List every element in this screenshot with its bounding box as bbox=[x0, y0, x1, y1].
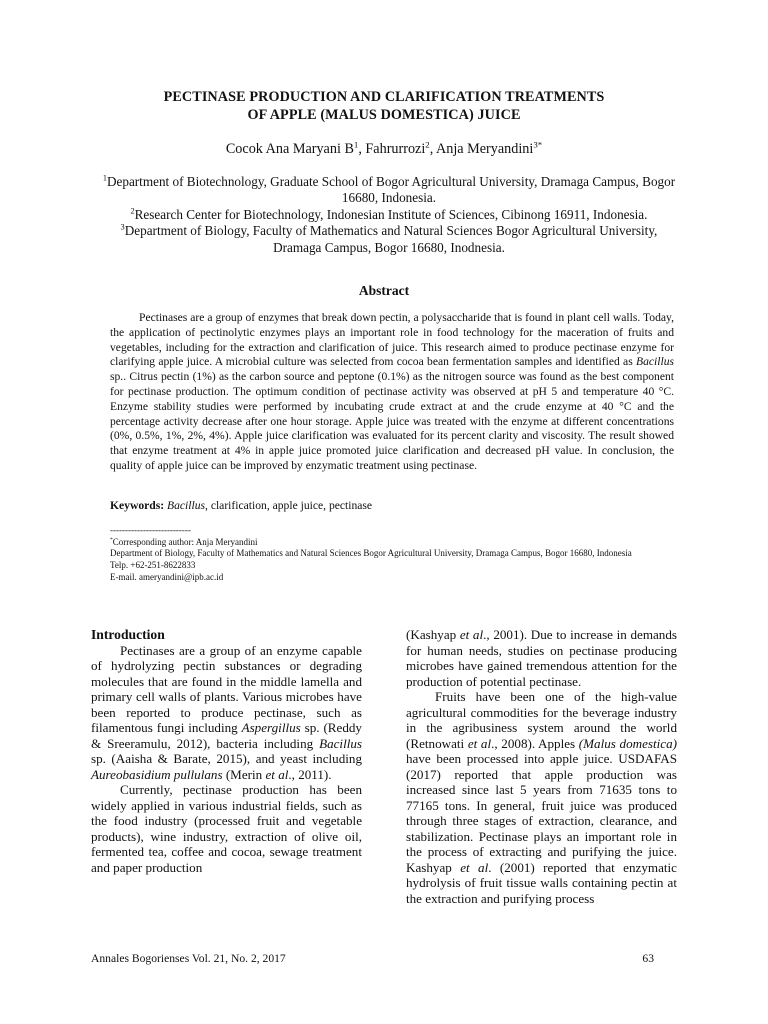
paragraph bbox=[406, 627, 677, 689]
footnote-rule: --------------------------- bbox=[110, 525, 191, 535]
author-affil-mark: 1 bbox=[353, 139, 359, 150]
abstract-heading: Abstract bbox=[358, 283, 410, 298]
author-affil-mark: 3* bbox=[533, 139, 543, 150]
text-run: Fruits have been one of the high-value agricultural commodities for the beverage industry in the agribusiness system around the world (Retnowati bbox=[406, 689, 677, 751]
italic-run: (Malus domestica) bbox=[578, 735, 677, 751]
section-heading-introduction: Introduction bbox=[91, 627, 165, 642]
paragraph: Currently, pectinase production has been widely applied in various industrial fields, such as the food industry (processed fruit and vegetable products), wine industry, extraction of olive oil, fermented tea, coffee and cocoa, sewage treatment and paper production bbox=[91, 782, 362, 875]
keywords-label: Keywords: bbox=[110, 499, 165, 512]
affiliation-text: Research Center for Biotechnology, Indonesian Institute of Sciences, Cibinong 16911, Indonesia. bbox=[134, 206, 648, 222]
text-run: sp. (Reddy & Sreeramulu, 2012), bacteria including bbox=[91, 720, 362, 751]
italic-run: Aureobasidium pullulans bbox=[91, 766, 223, 782]
abstract-text bbox=[110, 311, 674, 474]
keywords-list: , clarification, apple juice, pectinase bbox=[205, 499, 373, 512]
title-line-1: PECTINASE PRODUCTION AND CLARIFICATION TREATMENTS bbox=[163, 89, 605, 105]
affil-mark: 3 bbox=[120, 222, 125, 232]
text-run: ., 2001). Due to increase in demands for human needs, studies on pectinase producing microbes have gained tremendous attention for the production of potential pectinase. bbox=[406, 627, 677, 689]
affiliation-text: Department of Biotechnology, Graduate School of Bogor Agricultural University, Dramaga Campus, Bogor 16680, Indonesia. bbox=[106, 174, 676, 206]
text-run: (Merin bbox=[222, 766, 266, 782]
text-run: ., 2011). bbox=[288, 766, 332, 782]
corresponding-footnote bbox=[110, 525, 690, 584]
affiliation-1 bbox=[100, 174, 678, 207]
author-separator: , bbox=[358, 141, 366, 157]
body-column-right bbox=[406, 627, 677, 906]
paragraph bbox=[406, 689, 677, 906]
affiliation-2 bbox=[100, 207, 678, 223]
text-run: (Kashyap bbox=[406, 627, 460, 642]
footnote-phone: Telp. +62-251-8622833 bbox=[110, 560, 196, 571]
page-footer bbox=[91, 952, 654, 965]
journal-citation: Annales Bogorienses Vol. 21, No. 2, 2017 bbox=[91, 952, 286, 965]
abstract-run: sp.. Citrus pectin (1%) as the carbon source and peptone (0.1%) as the nitrogen source was found as the best component for pectinase production. The optimum condition of pectinase activity was observed at pH 5 and temperature 40 °C. Enzyme stability studies were performed by incubating crude extract at and the crude enzyme at 40 °C and the percentage activity decrease after one hour storage. Apple juice was treated with the enzyme at different concentrations (0%, 0.5%, 1%, 2%, 4%). Apple juice clarification was evaluated for its percent clarity and viscosity. The result showed that enzyme treatment at 4% in apple juice promoted juice clarification and decreased pH value. In conclusion, the quality of apple juice can be improved by enzymatic treatment using pectinase. bbox=[110, 370, 674, 472]
page-number: 63 bbox=[642, 952, 654, 965]
affiliation-text: Department of Biology, Faculty of Mathematics and Natural Sciences Bogor Agricultural University, Dramaga Campus, Bogor 16680, Inodnesia. bbox=[124, 223, 658, 255]
body-column-left bbox=[91, 627, 362, 875]
author-name: Anja Meryandini bbox=[436, 141, 534, 157]
footnote-corresponding bbox=[110, 537, 690, 549]
author-name: Cocok Ana Maryani B bbox=[225, 141, 354, 157]
italic-run: Bacillus bbox=[319, 735, 362, 751]
footnote-email: E-mail. ameryandini@ipb.ac.id bbox=[110, 571, 224, 582]
italic-run: et al bbox=[460, 859, 489, 875]
author-name: Fahrurrozi bbox=[365, 141, 426, 157]
text-run: ., 2008). Apples bbox=[491, 735, 579, 751]
affiliations bbox=[100, 174, 678, 256]
text-run: sp. (Aaisha & Barate, 2015), and yeast including bbox=[91, 751, 362, 766]
keyword-italic: Bacillus bbox=[167, 499, 206, 512]
footnote-text: Corresponding author: Anja Meryandini bbox=[112, 536, 258, 547]
abstract-run: Pectinases are a group of enzymes that break down pectin, a polysaccharide that is found in plant cell walls. Today, the application of pectinolytic enzymes plays an important role in food technology for the maceration of fruits and vegetables, including for the extraction and clarification of juice. This research aimed to produce pectinase enzyme for clarifying apple juice. A microbial culture was selected from cocoa bean fermentation samples and identified as bbox=[110, 311, 674, 369]
italic-run: Aspergillus bbox=[241, 720, 301, 735]
keywords bbox=[110, 499, 674, 513]
paragraph bbox=[91, 643, 362, 783]
affil-mark: 1 bbox=[102, 173, 107, 183]
text-run: . (2001) reported that enzymatic hydrolysis of fruit tissue walls containing pectin at the extraction and purifying process bbox=[406, 859, 677, 906]
text-run: Pectinases are a group of an enzyme capable of hydrolyzing pectin substances or degrading molecules that are found in the middle lamella and primary cell walls of plants. Various microbes have been reported to produce pectinase, such as filamentous fungi including bbox=[91, 642, 362, 735]
italic-run: et al bbox=[459, 627, 484, 642]
affil-mark: 2 bbox=[130, 206, 135, 216]
author-list bbox=[0, 140, 768, 158]
author-separator: , bbox=[429, 141, 437, 157]
affiliation-3 bbox=[100, 223, 678, 256]
italic-run: et al bbox=[265, 766, 289, 782]
text-run: have been processed into apple juice. USDAFAS (2017) reported that apple production was increased since last 5 years from 71635 tons to 77165 tons. In general, fruit juice was produced through three stages of extraction, clearance, and stabilization. Pectinase plays an important role in the process of extracting and purifying the juice. Kashyap bbox=[406, 751, 677, 875]
footnote-department: Department of Biology, Faculty of Mathematics and Natural Sciences Bogor Agricultural University, Dramaga Campus, Bogor 16680, Indonesia bbox=[110, 548, 632, 559]
paper-title bbox=[0, 88, 768, 124]
title-line-2: OF APPLE (MALUS DOMESTICA) JUICE bbox=[247, 107, 521, 123]
author-affil-mark: 2 bbox=[425, 139, 430, 150]
italic-run: et al bbox=[467, 735, 492, 751]
footnote-mark: * bbox=[110, 536, 113, 543]
abstract-italic-run: Bacillus bbox=[636, 355, 674, 369]
